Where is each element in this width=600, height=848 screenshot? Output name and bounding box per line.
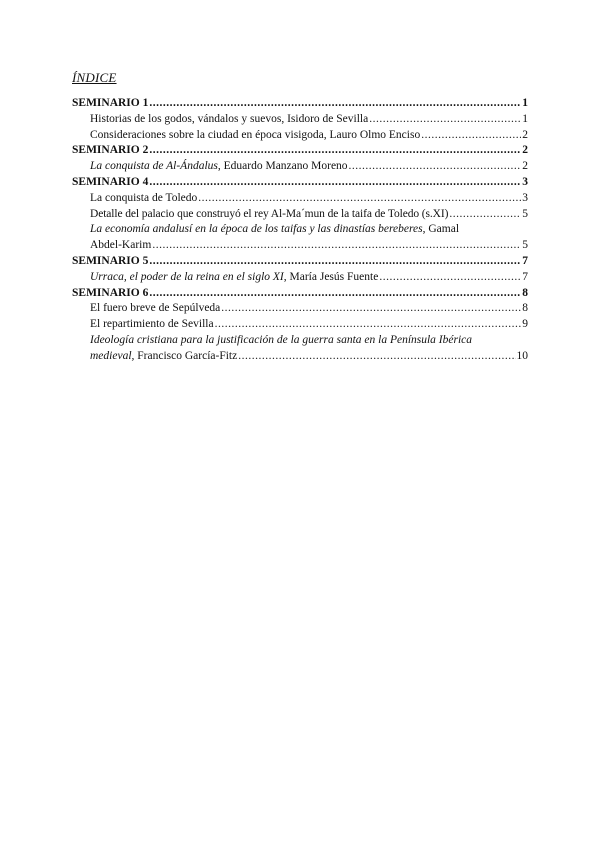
dot-leader [238,349,515,365]
section-label: SEMINARIO 1 [72,97,149,109]
page-number: 10 [516,349,528,362]
toc-section[interactable] [72,254,528,270]
dot-leader [198,191,521,207]
toc-entry[interactable] [72,128,528,144]
entry-author: Francisco García-Fitz [134,349,238,362]
toc-section[interactable] [72,286,528,302]
page-number: 8 [522,286,528,299]
dot-leader [149,143,521,159]
entry-title-italic: Ideología cristiana para la justificación de la guerra santa en la Península Ibérica [90,333,473,346]
page-number: 1 [522,112,528,125]
page-number: 1 [522,97,528,109]
entry-text [90,270,378,286]
dot-leader [149,286,521,302]
dot-leader [149,96,521,112]
entry-text: El repartimiento de Sevilla [90,318,214,331]
entry-title-italic: Urraca, el poder de la reina en el siglo XI [90,270,284,283]
entry-title-italic: La conquista de Al-Ándalus [90,160,218,173]
table-of-contents [72,96,528,365]
dot-leader [449,207,521,223]
page-number: 5 [522,207,528,220]
section-label: SEMINARIO 6 [72,286,149,299]
dot-leader [152,238,521,254]
entry-text: Detalle del palacio que construyó el rey Al-Ma´mun de la taifa de Toledo (s.XI) [90,207,449,220]
entry-text: Consideraciones sobre la ciudad en época visigoda, Lauro Olmo Enciso [90,128,421,141]
page-number: 9 [522,318,528,331]
toc-entry[interactable] [72,159,528,175]
dot-leader [215,317,522,333]
entry-author-cont: Abdel-Karim [90,239,152,252]
page-number: 3 [522,191,528,204]
page-number: 7 [522,270,528,283]
dot-leader [149,254,521,270]
toc-section[interactable] [72,96,528,112]
toc-entry[interactable] [72,317,528,333]
entry-author: , María Jesús Fuente [283,270,379,283]
page-number: 2 [522,128,528,141]
page-number: 7 [522,254,528,267]
dot-leader [379,270,521,286]
toc-entry[interactable] [72,207,528,223]
toc-section[interactable] [72,175,528,191]
page-number: 2 [522,144,528,157]
dot-leader [369,112,521,128]
section-label: SEMINARIO 2 [72,144,149,157]
toc-section[interactable] [72,143,528,159]
page-number: 5 [522,239,528,252]
entry-title-italic-cont: medieval, [90,349,135,362]
dot-leader [349,159,522,175]
entry-text: La conquista de Toledo [90,191,198,204]
toc-entry[interactable] [72,333,528,365]
page-number: 3 [522,175,528,188]
toc-entry[interactable] [72,191,528,207]
entry-title-italic: La economía andalusí en la época de los taifas y las dinastías bereberes [90,223,423,236]
entry-text: Historias de los godos, vándalos y suevos, Isidoro de Sevilla [90,112,369,125]
dot-leader [149,175,521,191]
page-number: 2 [522,160,528,173]
entry-text [90,159,348,175]
section-label: SEMINARIO 5 [72,254,149,267]
dot-leader [221,301,521,317]
section-label: SEMINARIO 4 [72,175,149,188]
entry-text: El fuero breve de Sepúlveda [90,302,221,315]
toc-entry[interactable] [72,112,528,128]
entry-author: , Gamal [422,223,460,236]
toc-title: ÍNDICE [72,70,117,85]
toc-entry[interactable] [72,270,528,286]
entry-author: , Eduardo Manzano Moreno [217,160,348,173]
dot-leader [421,128,521,144]
toc-entry[interactable] [72,222,528,254]
page-number: 8 [522,302,528,315]
toc-entry[interactable] [72,301,528,317]
